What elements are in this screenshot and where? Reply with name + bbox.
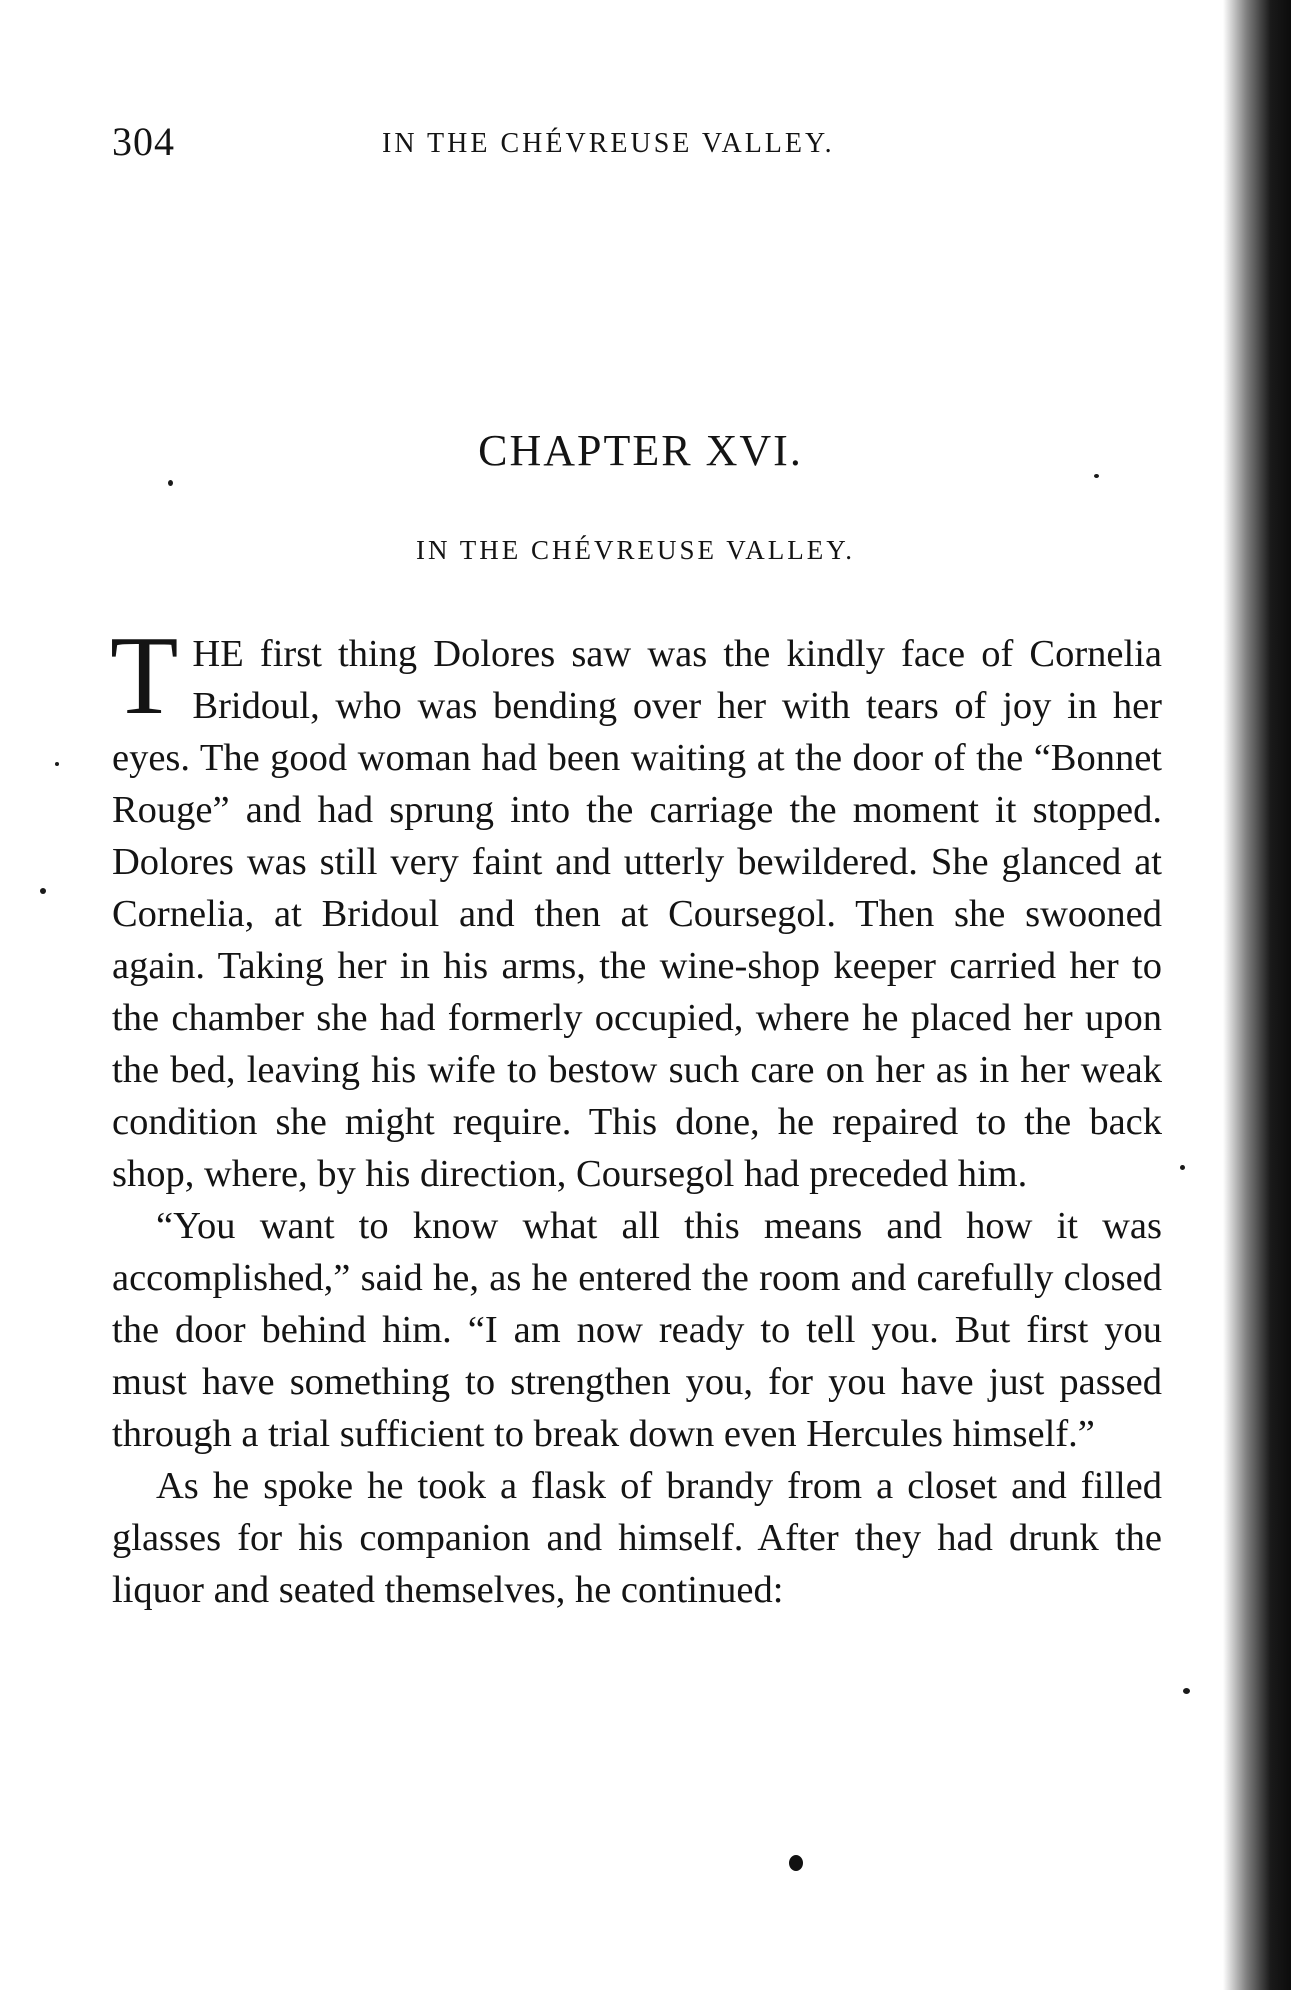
print-speck [55, 762, 59, 766]
paragraph-text: As he spoke he took a flask of brandy from a closet and filled glasses for his companion and himself. After they had drunk the liquor and seated themselves, he continued: [112, 1465, 1162, 1611]
print-speck [40, 888, 46, 894]
running-title: IN THE CHÉVREUSE VALLEY. [382, 128, 835, 159]
running-head [112, 118, 1162, 168]
print-speck [1183, 1688, 1190, 1694]
paragraph-text: “You want to know what all this means and how it was accomplished,” said he, as he entered the room and carefully closed the door behind him. “I am now ready to tell you. But first you must have something to strengthen you, for you have just passed through a trial sufficient to break down even Hercules himself.” [112, 1205, 1162, 1455]
page-number: 304 [112, 119, 175, 164]
print-speck [1180, 1165, 1185, 1170]
chapter-subtitle-text: IN THE CHÉVREUSE VALLEY. [415, 535, 856, 565]
chapter-heading-text: CHAPTER XVI. [478, 426, 803, 475]
print-speck [789, 1855, 803, 1871]
paragraph [110, 614, 1162, 1200]
chapter-subtitle [0, 535, 1291, 566]
paragraph-text: HE first thing Dolores saw was the kindly face of Cornelia Bridoul, who was bending over her with tears of joy in her eyes. The good woman had been waiting at the door of the “Bonnet Rouge” and had sprung into the carriage the moment it stopped. Dolores was still very faint and utterly bewildered. She glanced at Cornelia, at Bridoul and then at Coursegol. Then she swooned again. Taking her in his arms, the wine-shop keeper carried her to the chamber she had formerly occupied, where he placed her upon the bed, leaving his wife to bestow such care on her as in her weak condition she might require. This done, he repaired to the back shop, where, by his direction, Coursegol had preceded him. [112, 633, 1162, 1195]
chapter-heading [0, 425, 1291, 476]
print-speck [168, 480, 173, 486]
drop-cap: T [110, 614, 179, 738]
paragraph [112, 1460, 1162, 1616]
scanned-page-edge [1223, 0, 1291, 1990]
print-speck [1094, 474, 1099, 478]
paragraph [112, 1200, 1162, 1460]
chapter-body [110, 614, 1162, 1616]
